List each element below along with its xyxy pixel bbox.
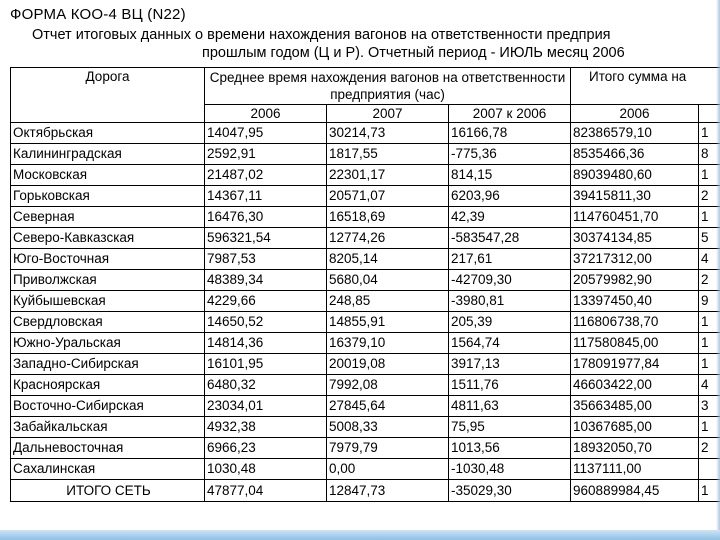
road-cell: Куйбышевская — [11, 291, 205, 312]
sum-2006-cell: 89039480,60 — [571, 165, 699, 186]
table-header-row — [11, 68, 720, 105]
table-row — [11, 186, 720, 207]
value-2007-cell: 22301,17 — [327, 165, 449, 186]
form-title: ФОРМА КОО-4 ВЦ (N22) — [10, 6, 186, 23]
value-2007-cell: 12774,26 — [327, 228, 449, 249]
diff-cell: 4811,63 — [449, 396, 571, 417]
diff-cell: 1013,56 — [449, 438, 571, 459]
sum-2006-cell: 117580845,00 — [571, 333, 699, 354]
subheader-2007: 2007 — [327, 105, 449, 123]
value-2007-cell: 16379,10 — [327, 333, 449, 354]
road-cell: Северо-Кавказская — [11, 228, 205, 249]
cut-cell: 5 — [699, 228, 720, 249]
cut-cell: 1 — [699, 312, 720, 333]
cut-cell: 9 — [699, 291, 720, 312]
table-row — [11, 207, 720, 228]
sum-2006-cell: 39415811,30 — [571, 186, 699, 207]
value-2006-cell: 23034,01 — [205, 396, 327, 417]
diff-cell: 217,61 — [449, 249, 571, 270]
diff-cell: 205,39 — [449, 312, 571, 333]
bottom-decor-band — [0, 530, 720, 540]
road-cell: Красноярская — [11, 375, 205, 396]
column-header-road: Дорога — [11, 68, 205, 123]
table-row — [11, 165, 720, 186]
cut-cell: 2 — [699, 186, 720, 207]
table-row — [11, 375, 720, 396]
value-2007-cell: 248,85 — [327, 291, 449, 312]
diff-cell: 42,39 — [449, 207, 571, 228]
diff-cell: 1511,76 — [449, 375, 571, 396]
sum-2006-cell: 114760451,70 — [571, 207, 699, 228]
cut-cell: 2 — [699, 270, 720, 291]
value-2007-cell: 0,00 — [327, 459, 449, 480]
road-cell: Юго-Восточная — [11, 249, 205, 270]
value-2006-cell: 1030,48 — [205, 459, 327, 480]
value-2006-cell: 14814,36 — [205, 333, 327, 354]
value-2007-cell: 20571,07 — [327, 186, 449, 207]
value-2007-cell: 8205,14 — [327, 249, 449, 270]
subheader-2006: 2006 — [205, 105, 327, 123]
sum-2006-cell: 46603422,00 — [571, 375, 699, 396]
cut-cell: 1 — [699, 333, 720, 354]
sum-2006-cell: 37217312,00 — [571, 249, 699, 270]
table-row — [11, 417, 720, 438]
sum-2006-cell: 1137111,00 — [571, 459, 699, 480]
sum-2006-cell: 35663485,00 — [571, 396, 699, 417]
value-2007-cell: 14855,91 — [327, 312, 449, 333]
total-value-2006-cell: 47877,04 — [205, 480, 327, 502]
cut-cell: 4 — [699, 249, 720, 270]
value-2007-cell: 7992,08 — [327, 375, 449, 396]
table-row — [11, 123, 720, 144]
table-row — [11, 270, 720, 291]
value-2006-cell: 16101,95 — [205, 354, 327, 375]
cut-cell: 2 — [699, 438, 720, 459]
value-2006-cell: 48389,34 — [205, 270, 327, 291]
sum-2006-cell: 82386579,10 — [571, 123, 699, 144]
column-group-average-time: Среднее время нахождения вагонов на ответственности предприятия (час) — [205, 68, 571, 105]
road-cell: Приволжская — [11, 270, 205, 291]
cut-cell: 1 — [699, 354, 720, 375]
total-row — [11, 480, 720, 502]
total-diff-cell: -35029,30 — [449, 480, 571, 502]
diff-cell: 1564,74 — [449, 333, 571, 354]
table-body — [11, 123, 720, 502]
column-group-total-sum — [571, 68, 720, 105]
road-cell: Восточно-Сибирская — [11, 396, 205, 417]
road-cell: Калининградская — [11, 144, 205, 165]
diff-cell: -583547,28 — [449, 228, 571, 249]
total-road-cell: ИТОГО СЕТЬ — [11, 480, 205, 502]
value-2007-cell: 5680,04 — [327, 270, 449, 291]
table-row — [11, 354, 720, 375]
total-cut-cell: 1 — [699, 480, 720, 502]
cut-cell: 1 — [699, 207, 720, 228]
diff-cell: -42709,30 — [449, 270, 571, 291]
table-row — [11, 459, 720, 480]
value-2006-cell: 7987,53 — [205, 249, 327, 270]
road-cell: Сахалинская — [11, 459, 205, 480]
road-cell: Забайкальская — [11, 417, 205, 438]
table-row — [11, 291, 720, 312]
sum-2006-cell: 8535466,36 — [571, 144, 699, 165]
road-cell: Западно-Сибирская — [11, 354, 205, 375]
cut-cell: 8 — [699, 144, 720, 165]
sum-2006-cell: 18932050,70 — [571, 438, 699, 459]
table-row — [11, 144, 720, 165]
value-2006-cell: 596321,54 — [205, 228, 327, 249]
diff-cell: 6203,96 — [449, 186, 571, 207]
sum-2006-cell: 116806738,70 — [571, 312, 699, 333]
table-row — [11, 249, 720, 270]
value-2006-cell: 6966,23 — [205, 438, 327, 459]
diff-cell: 3917,13 — [449, 354, 571, 375]
value-2007-cell: 7979,79 — [327, 438, 449, 459]
table-row — [11, 396, 720, 417]
sum-2006-cell: 30374134,85 — [571, 228, 699, 249]
table-row — [11, 333, 720, 354]
value-2006-cell: 2592,91 — [205, 144, 327, 165]
value-2006-cell: 6480,32 — [205, 375, 327, 396]
value-2007-cell: 27845,64 — [327, 396, 449, 417]
value-2006-cell: 16476,30 — [205, 207, 327, 228]
value-2006-cell: 4932,38 — [205, 417, 327, 438]
road-cell: Московская — [11, 165, 205, 186]
value-2006-cell: 4229,66 — [205, 291, 327, 312]
diff-cell: -3980,81 — [449, 291, 571, 312]
report-title-line-1: Отчет итоговых данных о времени нахождения вагонов на ответственности предприя — [32, 27, 611, 43]
diff-cell: -1030,48 — [449, 459, 571, 480]
table-row — [11, 228, 720, 249]
cut-cell: 3 — [699, 396, 720, 417]
sum-2006-cell: 10367685,00 — [571, 417, 699, 438]
value-2007-cell: 1817,55 — [327, 144, 449, 165]
road-cell: Горьковская — [11, 186, 205, 207]
road-cell: Свердловская — [11, 312, 205, 333]
cut-cell: 1 — [699, 417, 720, 438]
total-value-2007-cell: 12847,73 — [327, 480, 449, 502]
subheader-sum-2006: 2006 — [571, 105, 699, 123]
report-table — [10, 67, 720, 502]
subheader-2007-vs-2006: 2007 к 2006 — [449, 105, 571, 123]
value-2006-cell: 14650,52 — [205, 312, 327, 333]
cut-cell: 1 — [699, 165, 720, 186]
diff-cell: -775,36 — [449, 144, 571, 165]
sum-2006-cell: 178091977,84 — [571, 354, 699, 375]
cut-cell: 4 — [699, 375, 720, 396]
cut-cell: 1 — [699, 123, 720, 144]
sum-2006-cell: 13397450,40 — [571, 291, 699, 312]
value-2007-cell: 20019,08 — [327, 354, 449, 375]
value-2006-cell: 14367,11 — [205, 186, 327, 207]
value-2007-cell: 5008,33 — [327, 417, 449, 438]
diff-cell: 814,15 — [449, 165, 571, 186]
diff-cell: 75,95 — [449, 417, 571, 438]
diff-cell: 16166,78 — [449, 123, 571, 144]
value-2007-cell: 30214,73 — [327, 123, 449, 144]
total-sum-2006-cell: 960889984,45 — [571, 480, 699, 502]
report-title-line-2: прошлым годом (Ц и Р). Отчетный период - ИЮЛЬ месяц 2006 — [202, 45, 625, 61]
table-row — [11, 438, 720, 459]
sum-2006-cell: 20579982,90 — [571, 270, 699, 291]
value-2007-cell: 16518,69 — [327, 207, 449, 228]
road-cell: Северная — [11, 207, 205, 228]
road-cell: Дальневосточная — [11, 438, 205, 459]
edge-shadow — [716, 0, 720, 540]
column-group-total-sum-label: Итого сумма на — [589, 69, 687, 84]
value-2006-cell: 14047,95 — [205, 123, 327, 144]
value-2006-cell: 21487,02 — [205, 165, 327, 186]
table-row — [11, 312, 720, 333]
road-cell: Октябрьская — [11, 123, 205, 144]
road-cell: Южно-Уральская — [11, 333, 205, 354]
